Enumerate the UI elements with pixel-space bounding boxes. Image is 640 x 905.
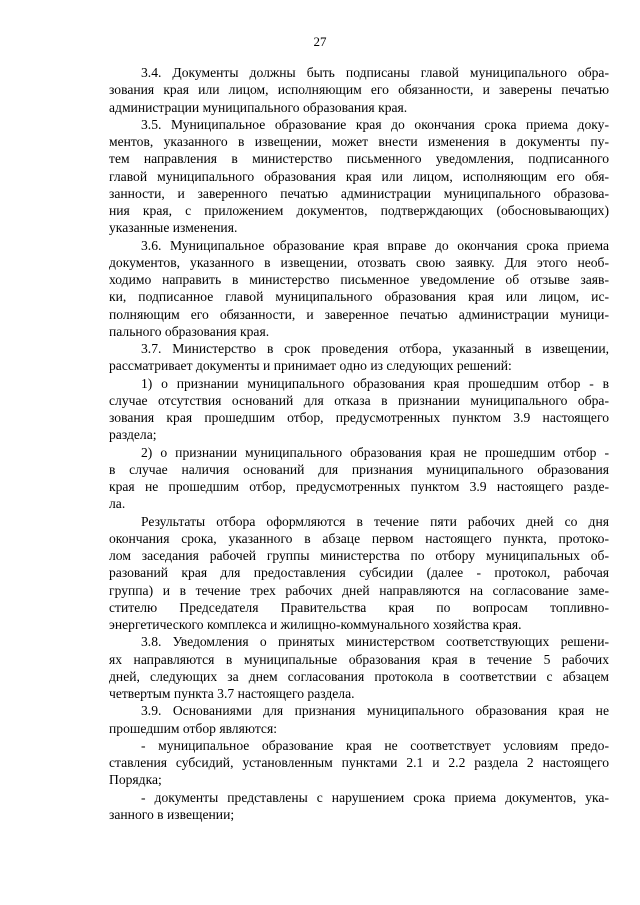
text-line: - муниципальное образование края не соответствует условиям предо- xyxy=(141,737,609,753)
text-line: четвертым пункта 3.7 настоящего раздела. xyxy=(109,686,355,701)
text-line: прошедшим отбор являются: xyxy=(109,720,277,736)
text-line: документов, указанного в извещении, отозвать свою заявку. Для этого необ- xyxy=(109,254,609,270)
text-line: энергетического комплекса и жилищно-коммунального хозяйства края. xyxy=(109,617,522,632)
text-line: 3.7. Министерство в срок проведения отбора, указанный в извещении, xyxy=(141,341,609,356)
text-line: тем направления в министерство письменного уведомления, подписанного xyxy=(109,151,609,167)
document-body xyxy=(109,64,609,823)
text-line: администрации муниципального образования края. xyxy=(109,99,408,115)
text-line: зования края или лицом, исполняющим его обязанности, и заверены печатью xyxy=(109,82,609,98)
text-line: в случае наличия оснований для признания муниципального образования xyxy=(109,461,609,477)
text-line: случае отсутствия оснований для отказа в признании муниципального обра- xyxy=(109,392,609,408)
text-line: лом заседания рабочей группы министерства по отбору муниципальных об- xyxy=(109,548,609,563)
text-line: стителю Председателя Правительства края по вопросам топливно- xyxy=(109,599,609,615)
text-line: 1) о признании муниципального образования края прошедшим отбор - в xyxy=(141,375,609,391)
text-line: ходимо направить в министерство письменное уведомление об отзыве заяв- xyxy=(109,272,609,287)
text-line: 2) о признании муниципального образования края не прошедшим отбор - xyxy=(141,444,609,460)
text-line: ла. xyxy=(109,496,126,512)
text-line: - документы представлены с нарушением срока приема документов, ука- xyxy=(141,789,609,805)
text-line: 3.9. Основаниями для признания муниципального образования края не xyxy=(141,703,609,719)
text-line: ментов, указанного в извещении, может внести изменения в документы пу- xyxy=(109,134,609,149)
text-line: указанные изменения. xyxy=(109,220,238,236)
text-line: главой муниципального образования края или лицом, исполняющим его обя- xyxy=(109,168,609,184)
text-line: раздела; xyxy=(109,427,157,443)
text-line: ки, подписанное главой муниципального образования края или лицом, ис- xyxy=(109,289,609,305)
page-number: 27 xyxy=(313,34,327,49)
text-line: пального образования края. xyxy=(109,323,270,339)
text-line: дней, следующих за днем согласования протокола в соответствии с абзацем xyxy=(109,668,609,684)
text-line: занности, и заверенного печатью администрации муниципального образова- xyxy=(109,185,609,201)
text-line: 3.8. Уведомления о принятых министерством соответствующих решени- xyxy=(141,634,609,650)
text-line: 3.6. Муниципальное образование края вправе до окончания срока приема xyxy=(141,237,609,253)
text-line: ях направляются в муниципальные образования края в течение 5 рабочих xyxy=(109,651,609,667)
text-line: края не прошедшим отбор, предусмотренных пунктом 3.9 настоящего разде- xyxy=(109,479,609,494)
text-line: 3.4. Документы должны быть подписаны главой муниципального обра- xyxy=(141,65,609,80)
text-line: группа) и в течение трех рабочих дней направляются на согласование заме- xyxy=(109,582,609,598)
text-line: полняющим его обязанности, и заверенное печатью администрации муници- xyxy=(109,306,609,322)
text-line: окончания срока, указанного в абзаце первом настоящего пункта, протоко- xyxy=(109,530,609,546)
text-line: ставления субсидий, установленным пунктами 2.1 и 2.2 раздела 2 настоящего xyxy=(109,755,609,770)
text-line: занного в извещении; xyxy=(109,806,235,822)
text-line: зования края прошедшим отбор, предусмотренных пунктом 3.9 настоящего xyxy=(109,410,609,425)
text-line: 3.5. Муниципальное образование края до окончания срока приема доку- xyxy=(141,116,609,132)
text-line: разований края для предоставления субсидии (далее - протокол, рабочая xyxy=(109,565,609,581)
text-line: Результаты отбора оформляются в течение пяти рабочих дней со дня xyxy=(141,513,609,529)
text-line: ния края, с приложением документов, подтверждающих (обосновывающих) xyxy=(109,203,609,218)
text-line: Порядка; xyxy=(109,772,162,788)
text-line: рассматривает документы и принимает одно из следующих решений: xyxy=(109,358,512,374)
